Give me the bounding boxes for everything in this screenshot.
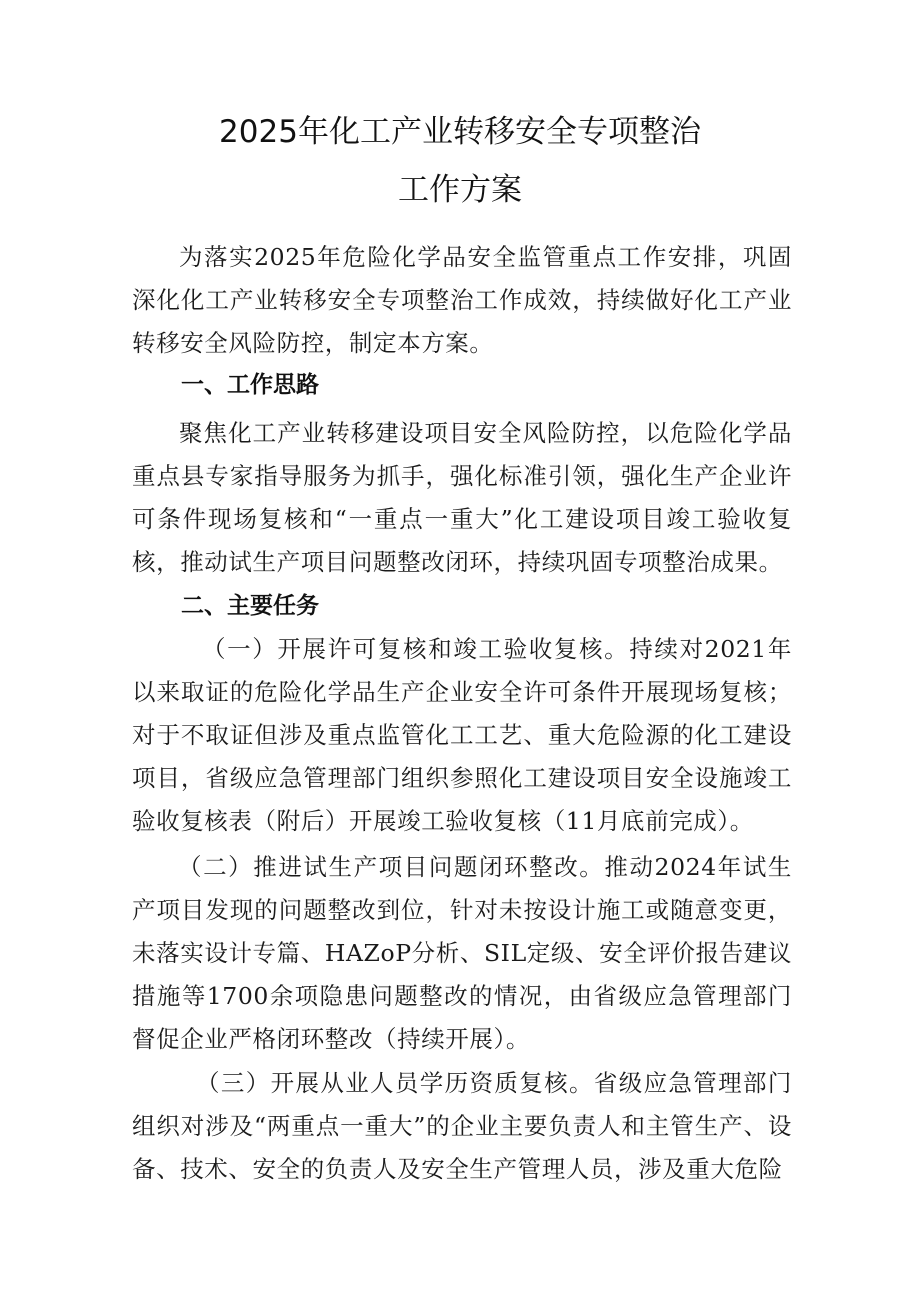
task-2-paragraph: （二）推进试生产项目问题闭环整改。推动2024年试生产项目发现的问题整改到位，针对未按设计施工或随意变更，未落实设计专篇、HAZoP分析、SIL定级、安全评价报告建议措施等1700余项隐患问题整改的情况，由省级应急管理部门督促企业严格闭环整改（持续开展）。 [132, 853, 792, 1053]
document-title-line1: 2025年化工产业转移安全专项整治 [219, 114, 701, 150]
task-1-paragraph: （一）开展许可复核和竣工验收复核。持续对2021年以来取证的危险化学品生产企业安全许可条件开展现场复核；对于不取证但涉及重点监管化工工艺、重大危险源的化工建设项目，省级应急管理部门组织参照化工建设项目安全设施竣工验收复核表（附后）开展竣工验收复核（11月底前完成）。 [132, 635, 792, 835]
document-title-line2: 工作方案 [398, 172, 522, 208]
intro-paragraph: 为落实2025年危险化学品安全监管重点工作安排，巩固深化化工产业转移安全专项整治工作成效，持续做好化工产业转移安全风险防控，制定本方案。 [132, 243, 792, 357]
work-idea-paragraph: 聚焦化工产业转移建设项目安全风险防控，以危险化学品重点县专家指导服务为抓手，强化标准引领，强化生产企业许可条件现场复核和“一重点一重大”化工建设项目竣工验收复核，推动试生产项目问题整改闭环，持续巩固专项整治成果。 [132, 419, 792, 576]
section-heading-main-tasks: 二、主要任务 [181, 593, 319, 619]
task-3-paragraph: （三）开展从业人员学历资质复核。省级应急管理部门组织对涉及“两重点一重大”的企业主要负责人和主管生产、设备、技术、安全的负责人及安全生产管理人员，涉及重大危险 [132, 1069, 792, 1183]
section-heading-work-idea: 一、工作思路 [181, 372, 319, 398]
